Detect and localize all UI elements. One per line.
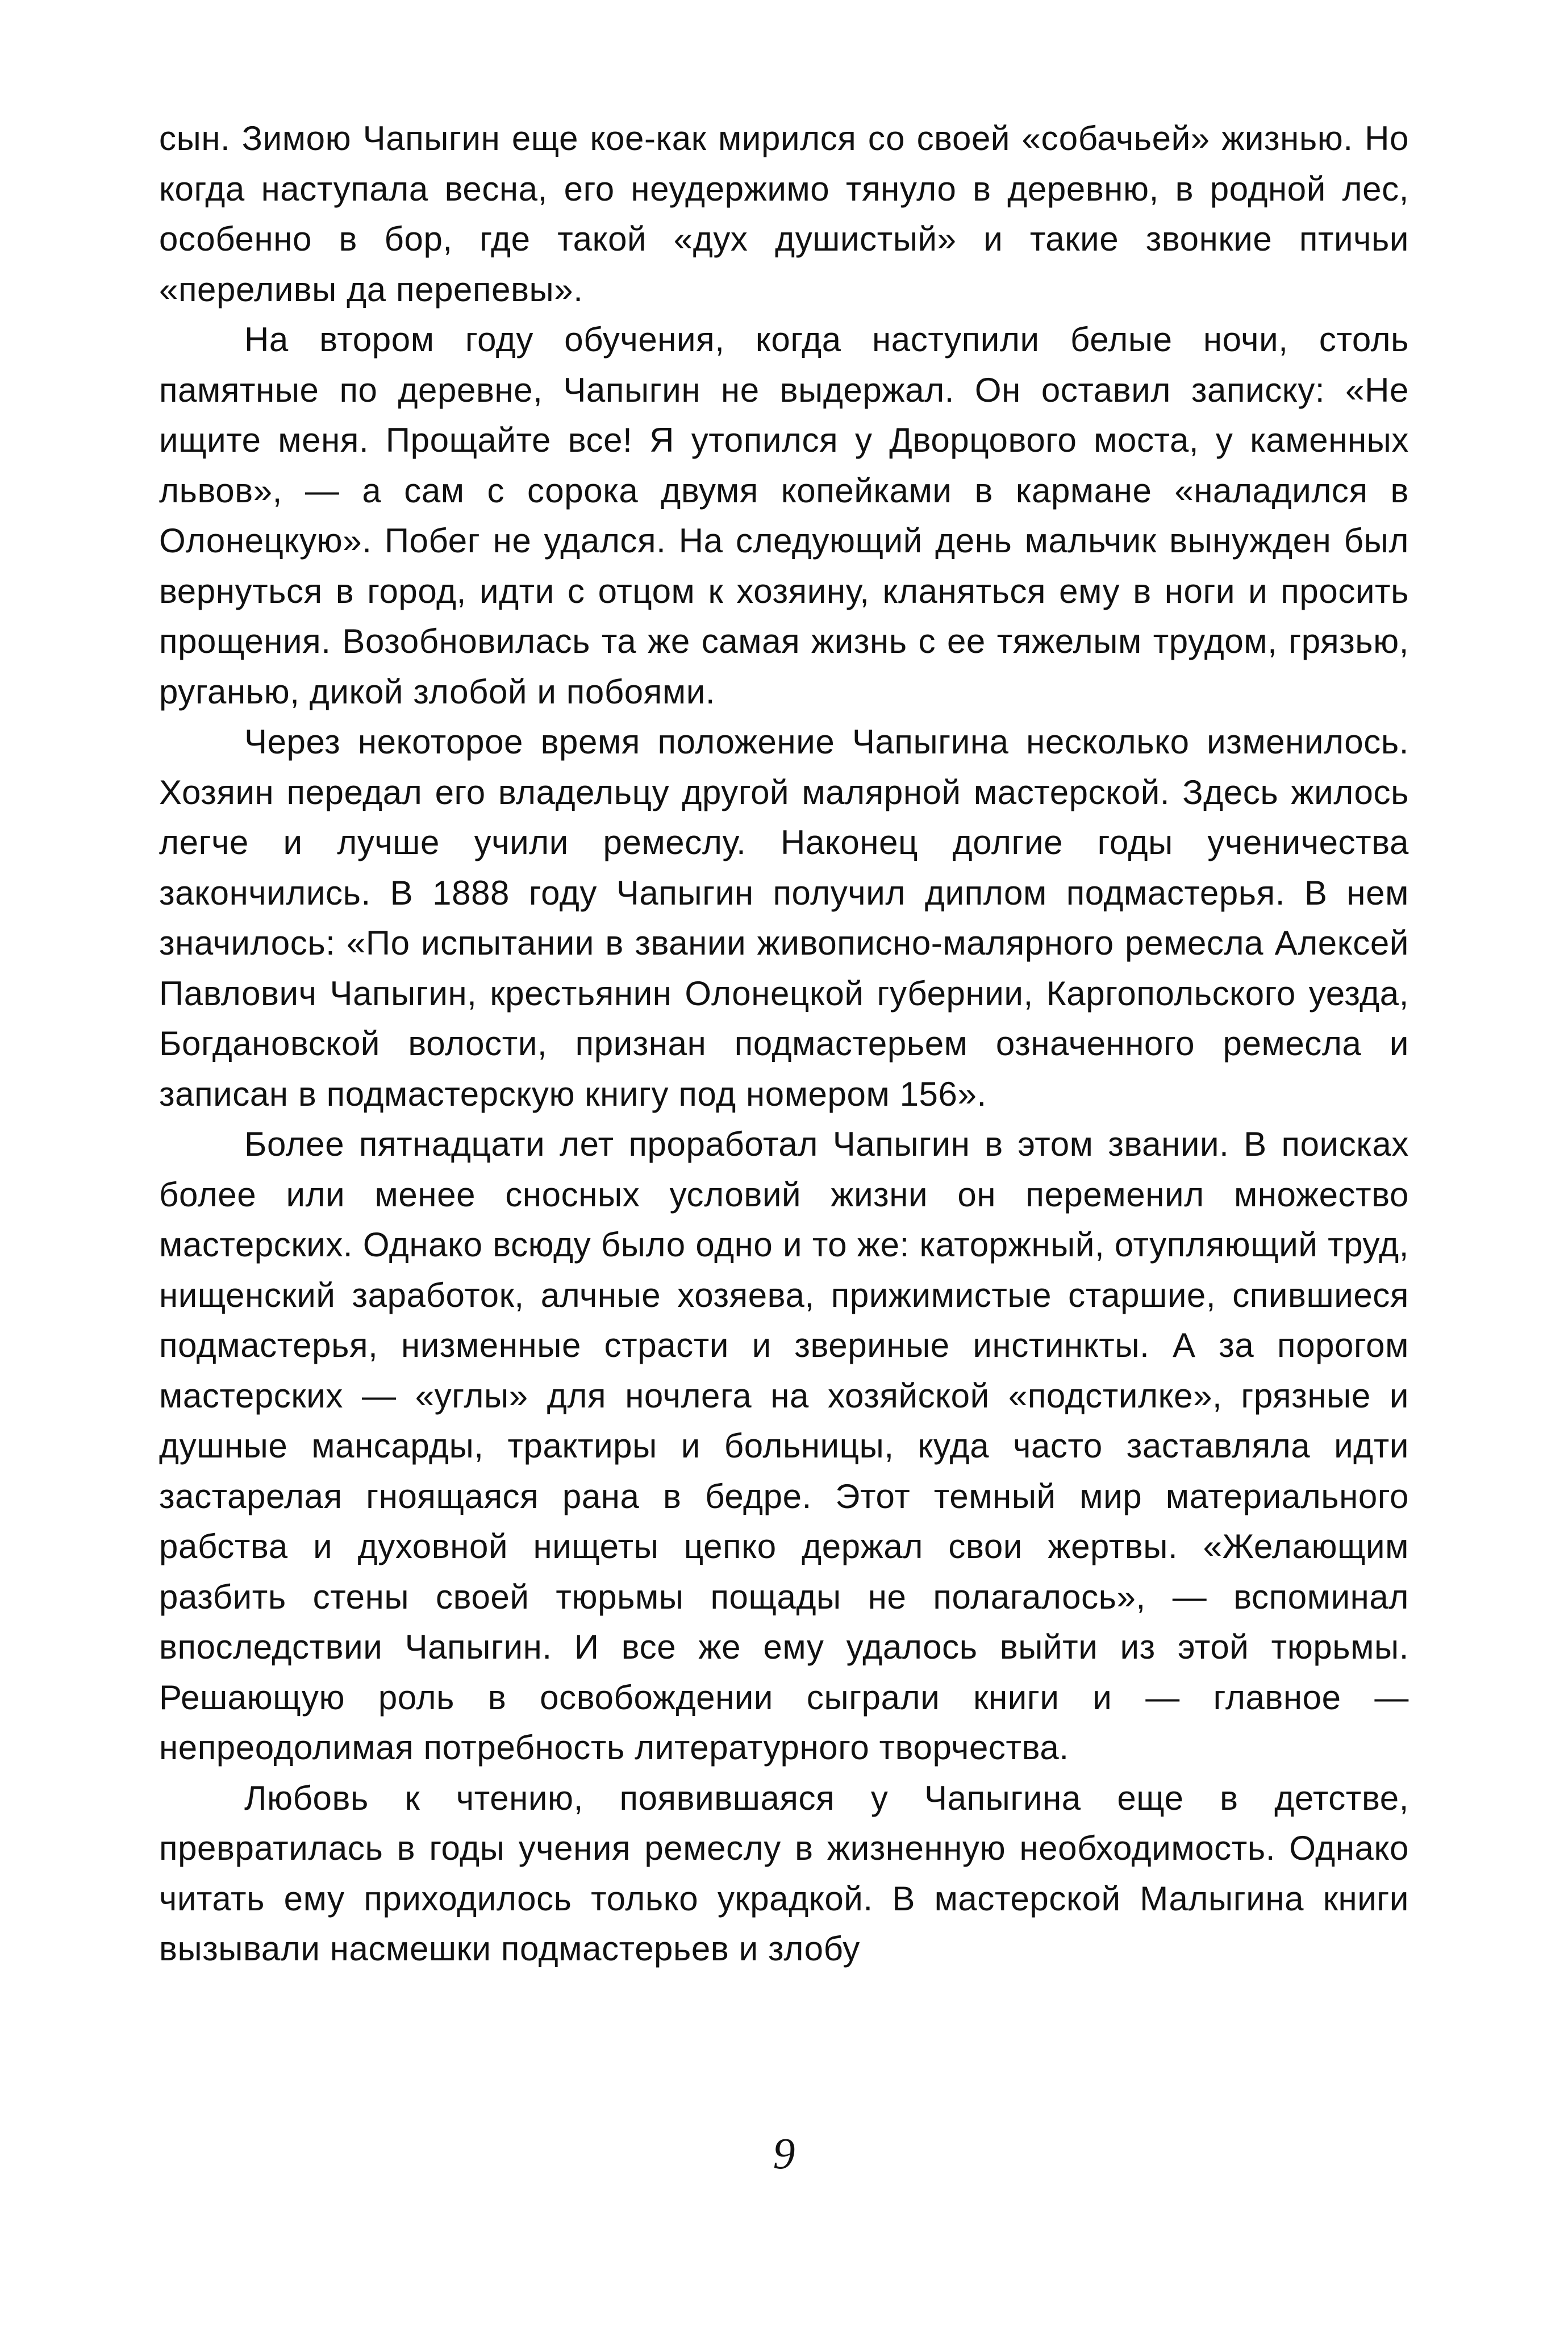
body-text [159, 114, 1409, 1975]
paragraph-5: Любовь к чтению, появившаяся у Чапыгина еще в детстве, превратилась в годы учения ремеслу в жизненную необходимость. Однако читать ему приходилось только украдкой. В мастерской Малыгина книги вызывали насмешки подмастерьев и злобу [159, 1779, 1409, 1968]
paragraph-3: Через некоторое время положение Чапыгина несколько изменилось. Хозяин передал его владельцу другой малярной мастерской. Здесь жилось легче и лучше учили ремеслу. Наконец долгие годы ученичества закончились. В 1888 году Чапыгин получил диплом подмастерья. В нем значилось: «По испытании в звании живописно-малярного ремесла Алексей Павлович Чапыгин, крестьянин Олонецкой губернии, Каргопольского уезда, Богдановской волости, признан подмастерьем означенного ремесла и записан в подмастерскую книгу под номером 156». [159, 723, 1409, 1113]
page-number: 9 [773, 2129, 795, 2178]
paragraph-4: Более пятнадцати лет проработал Чапыгин в этом звании. В поисках более или менее сносных условий жизни он переменил множество мастерских. Однако всюду было одно и то же: каторжный, отупляющий труд, нищенский заработок, алчные хозяева, прижимистые старшие, спившиеся подмастерья, низменные страсти и звериные инстинкты. А за порогом мастерских — «углы» для ночлега на хозяйской «подстилке», грязные и душные мансарды, трактиры и больницы, куда часто заставляла идти застарелая гноящаяся рана в бедре. Этот темный мир материального рабства и духовной нищеты цепко держал свои жертвы. «Желающим разбить стены своей тюрьмы пощады не полагалось», — вспоминал впоследствии Чапыгин. И все же ему удалось выйти из этой тюрьмы. Решающую роль в освобождении сыграли книги и — главное — непреодолимая потребность литературного творчества. [159, 1125, 1409, 1767]
paragraph-2: На втором году обучения, когда наступили белые ночи, столь памятные по деревне, Чапыгин не выдержал. Он оставил записку: «Не ищите меня. Прощайте все! Я утопился у Дворцового моста, у каменных львов», — а сам с сорока двумя копейками в кармане «наладился в Олонецкую». Побег не удался. На следующий день мальчик вынужден был вернуться в город, идти с отцом к хозяину, кланяться ему в ноги и просить прощения. Возобновилась та же самая жизнь с ее тяжелым трудом, грязью, руганью, дикой злобой и побоями. [159, 320, 1409, 711]
paragraph-1: сын. Зимою Чапыгин еще кое-как мирился со своей «собачьей» жизнью. Но когда наступала весна, его неудержимо тянуло в деревню, в родной лес, особенно в бор, где такой «дух душистый» и такие звонкие птичьи «переливы да перепевы». [159, 119, 1409, 309]
